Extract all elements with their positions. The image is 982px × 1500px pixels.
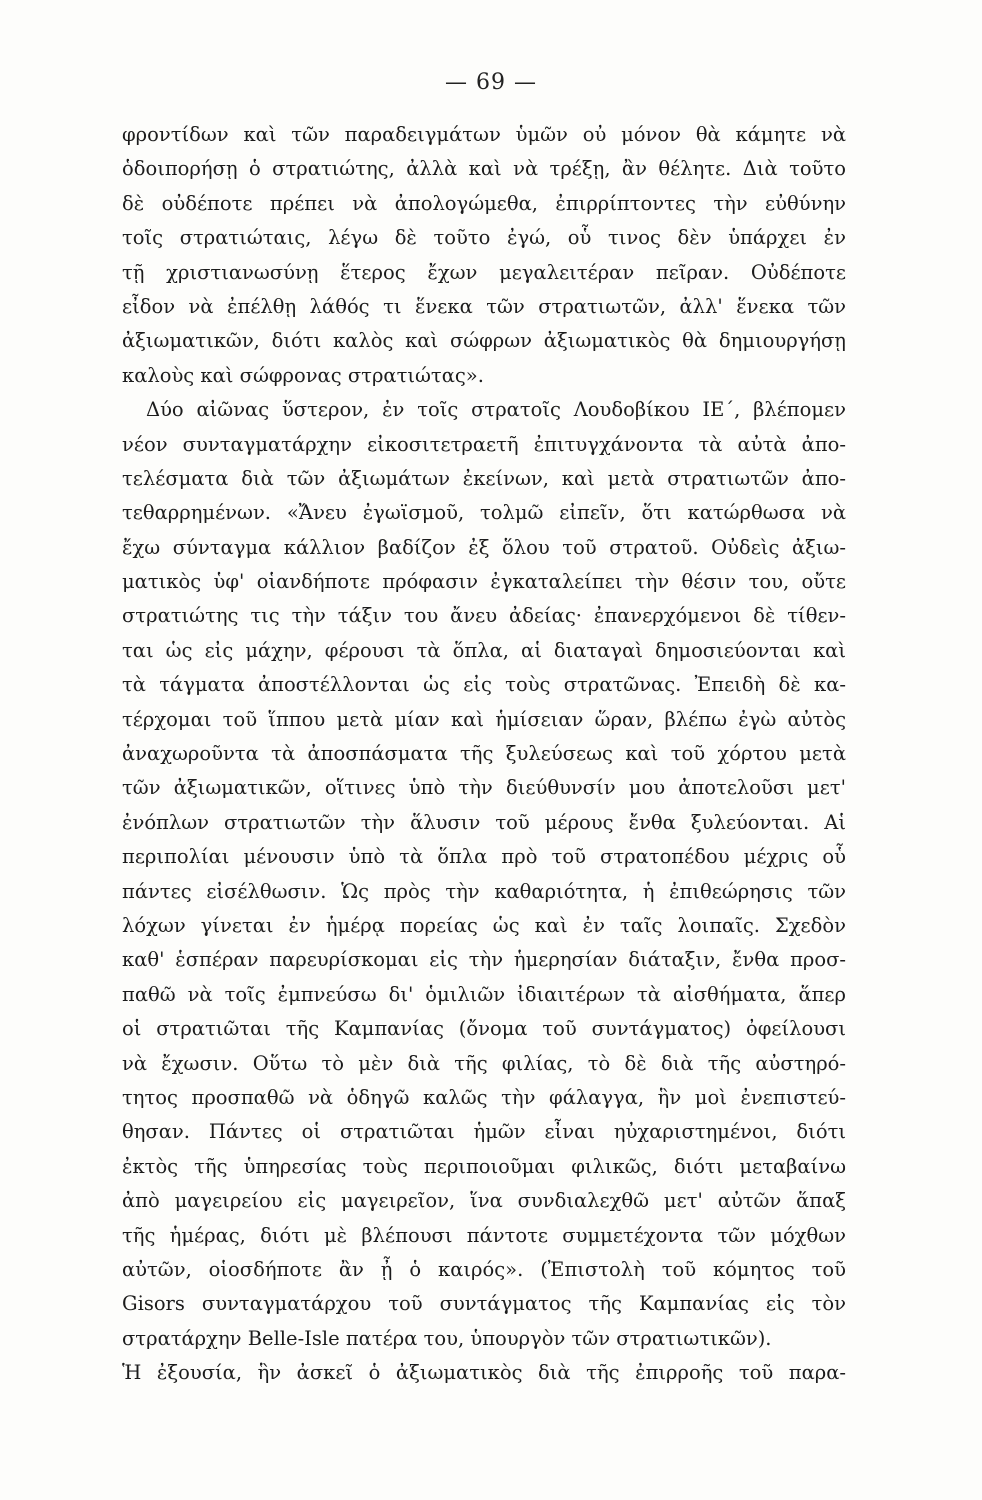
text-line: στρατάρχην Belle-Isle πατέρα του, ὑπουργὸν τῶν στρατιωτικῶν). (122, 1326, 772, 1350)
text-line: τέρχομαι τοῦ ἵππου μετὰ μίαν καὶ ἡμίσειαν ὥραν, βλέπω ἐγὼ αὐτὸς (122, 707, 846, 731)
text-line: τῶν ἀξιωματικῶν, οἵτινες ὑπὸ τὴν διεύθυνσίν μου ἀποτελοῦσι μετ' (122, 776, 846, 800)
text-line: λόχων γίνεται ἐν ἡμέρᾳ πορείας ὡς καὶ ἐν ταῖς λοιπαῖς. Σχεδὸν (122, 913, 846, 937)
text-line: τητος προσπαθῶ νὰ ὁδηγῶ καλῶς τὴν φάλαγγα, ἣν μοὶ ἐνεπιστεύ- (122, 1085, 846, 1109)
text-line: παθῶ νὰ τοῖς ἐμπνεύσω δι' ὁμιλιῶν ἰδιαιτέρων τὰ αἰσθήματα, ἅπερ (122, 982, 846, 1006)
text-line: τῇ χριστιανωσύνῃ ἕτερος ἔχων μεγαλειτέραν πεῖραν. Οὐδέποτε (122, 260, 846, 284)
text-line: ἀπὸ μαγειρείου εἰς μαγειρεῖον, ἵνα συνδιαλεχθῶ μετ' αὐτῶν ἅπαξ (122, 1189, 846, 1213)
page-number: — 69 — (445, 70, 537, 95)
text-line: τελέσματα διὰ τῶν ἀξιωμάτων ἐκείνων, καὶ μετὰ στρατιωτῶν ἀπο- (122, 466, 846, 490)
text-line: πάντες εἰσέλθωσιν. Ὡς πρὸς τὴν καθαριότητα, ἡ ἐπιθεώρησις τῶν (122, 879, 846, 903)
text-line: αὐτῶν, οἱοσδήποτε ἂν ᾖ ὁ καιρός». (Ἐπιστολὴ τοῦ κόμητος τοῦ (122, 1257, 846, 1281)
text-line: καθ' ἑσπέραν παρευρίσκομαι εἰς τὴν ἡμερησίαν διάταξιν, ἔνθα προσ- (122, 948, 846, 972)
body-text (122, 118, 846, 1390)
text-line: ἔχω σύνταγμα κάλλιον βαδίζον ἐξ ὅλου τοῦ στρατοῦ. Οὐδεὶς ἀξιω- (122, 535, 846, 559)
text-line: τεθαρρημένων. «Ἄνευ ἐγωϊσμοῦ, τολμῶ εἰπεῖν, ὅτι κατώρθωσα νὰ (122, 501, 846, 525)
text-line: δὲ οὐδέποτε πρέπει νὰ ἀπολογώμεθα, ἐπιρρίπτοντες τὴν εὐθύνην (122, 191, 846, 215)
text-line: ἐνόπλων στρατιωτῶν τὴν ἅλυσιν τοῦ μέρους ἔνθα ξυλεύονται. Αἱ (122, 810, 846, 834)
text-line: τοῖς στρατιώταις, λέγω δὲ τοῦτο ἐγώ, οὗ τινος δὲν ὑπάρχει ἐν (122, 226, 846, 250)
text-line: ματικὸς ὑφ' οἱανδήποτε πρόφασιν ἐγκαταλείπει τὴν θέσιν του, οὔτε (122, 570, 846, 594)
text-line: φροντίδων καὶ τῶν παραδειγμάτων ὑμῶν οὐ μόνον θὰ κάμητε νὰ (122, 123, 846, 146)
text-line: τῆς ἡμέρας, διότι μὲ βλέπουσι πάντοτε συμμετέχοντα τῶν μόχθων (122, 1223, 846, 1247)
text-line: νὰ ἔχωσιν. Οὕτω τὸ μὲν διὰ τῆς φιλίας, τὸ δὲ διὰ τῆς αὐστηρό- (122, 1051, 846, 1075)
text-line: στρατιώτης τις τὴν τάξιν του ἄνευ ἀδείας· ἐπανερχόμενοι δὲ τίθεν- (122, 604, 846, 628)
text-line: Ἡ ἐξουσία, ἣν ἀσκεῖ ὁ ἀξιωματικὸς διὰ τῆς ἐπιρροῆς τοῦ παρα- (122, 1361, 846, 1385)
text-line: ὁδοιπορήσῃ ὁ στρατιώτης, ἀλλὰ καὶ νὰ τρέξῃ, ἂν θέλητε. Διὰ τοῦτο (122, 157, 846, 181)
text-line: ται ὡς εἰς μάχην, φέρουσι τὰ ὅπλα, αἱ διαταγαὶ δημοσιεύονται καὶ (122, 638, 846, 662)
text-line: περιπολίαι μένουσιν ὑπὸ τὰ ὅπλα πρὸ τοῦ στρατοπέδου μέχρις οὗ (122, 845, 846, 869)
text-line: Gisors συνταγματάρχου τοῦ συντάγματος τῆς Καμπανίας εἰς τὸν (122, 1292, 846, 1316)
text-line: οἱ στρατιῶται τῆς Καμπανίας (ὄνομα τοῦ συντάγματος) ὀφείλουσι (122, 1017, 846, 1041)
text-line: ἀξιωματικῶν, διότι καλὸς καὶ σώφρων ἀξιωματικὸς θὰ δημιουργήσῃ (122, 329, 846, 353)
text-line: νέον συνταγματάρχην εἰκοσιτετραετῆ ἐπιτυγχάνοντα τὰ αὐτὰ ἀπο- (122, 432, 846, 456)
text-line: καλοὺς καὶ σώφρονας στρατιώτας». (122, 363, 484, 387)
text-line: θησαν. Πάντες οἱ στρατιῶται ἡμῶν εἶναι ηὐχαριστημένοι, διότι (122, 1120, 846, 1144)
text-line: Δύο αἰῶνας ὕστερον, ἐν τοῖς στρατοῖς Λουδοβίκου ΙΕ΄, βλέπομεν (146, 398, 846, 422)
text-line: τὰ τάγματα ἀποστέλλονται ὡς εἰς τοὺς στρατῶνας. Ἐπειδὴ δὲ κα- (122, 673, 846, 697)
text-line: εἶδον νὰ ἐπέλθῃ λάθός τι ἕνεκα τῶν στρατιωτῶν, ἀλλ' ἕνεκα τῶν (122, 294, 846, 318)
text-line: ἀναχωροῦντα τὰ ἀποσπάσματα τῆς ξυλεύσεως καὶ τοῦ χόρτου μετὰ (122, 742, 846, 766)
text-line: ἐκτὸς τῆς ὑπηρεσίας τοὺς περιποιοῦμαι φιλικῶς, διότι μεταβαίνω (122, 1154, 846, 1178)
